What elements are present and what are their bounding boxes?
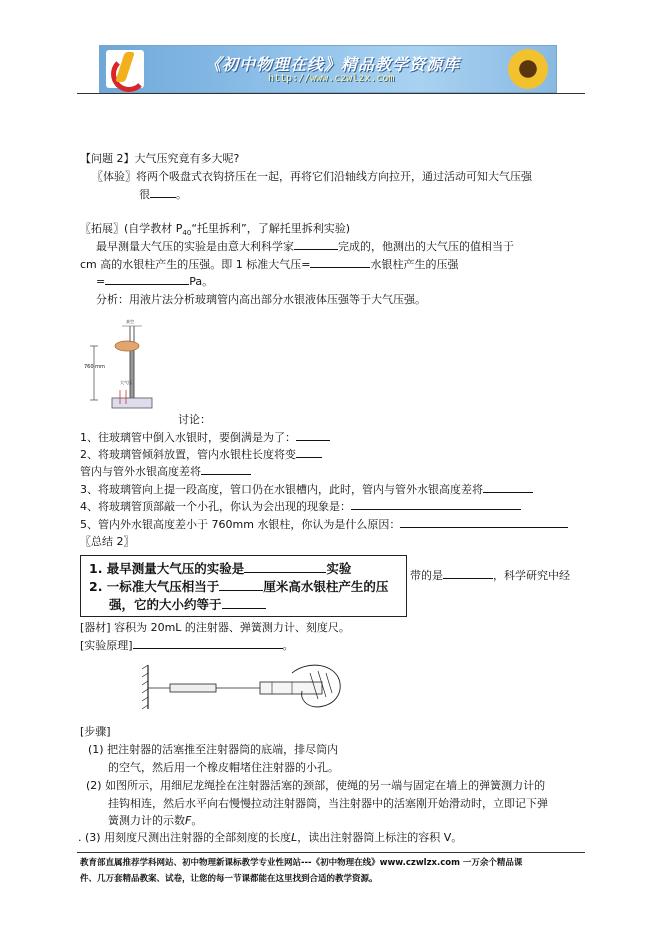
steps-title: [步骤]: [80, 725, 111, 738]
summary-line1: 1. 最早测量大气压的实验是 实验: [89, 561, 352, 576]
principle-line: [实验原理] 。: [80, 639, 294, 652]
experience-line1: 〖体验〗将两个吸盘式衣钩挤压在一起，再将它们沿轴线方向拉开，通过活动可知大气压强: [92, 170, 532, 183]
header-banner: [99, 45, 557, 93]
discussion-q3: 3、将玻璃管向上提一段高度，管口仍在水银槽内，此时，管内与管外水银高度差将: [80, 481, 533, 497]
torricelli-figure: [82, 318, 172, 413]
summary2-box: [80, 555, 407, 617]
analysis-text: 分析：用液片法分析玻璃管内高出部分水银液体压强等于大气压强。: [96, 293, 426, 306]
answer-blank: [150, 186, 176, 198]
discussion-title: 讨论：: [178, 413, 211, 426]
discussion-q5: 5、管内外水银高度差小于 760mm 水银柱，你认为是什么原因：: [80, 516, 568, 532]
step2-line3: 簧测力计的示数F。: [108, 814, 203, 827]
discussion-q2a: 2、将玻璃管倾斜放置，管内水银柱长度将变: [80, 446, 322, 462]
footer-line1: 教育部直属推荐学科网站、初中物理新课标教学专业性网站---《初中物理在线》www.czwlzx.com 一万余个精品课: [80, 858, 523, 868]
experience-line2: 很 。: [139, 188, 187, 201]
figure-label-mid: 大气压: [120, 380, 132, 385]
banner-title: 《初中物理在线》精品教学资源库: [205, 55, 461, 74]
answer-blank: [443, 567, 493, 579]
answer-blank: [296, 446, 322, 458]
answer-blank: [483, 481, 533, 493]
summary2-title: 〖总结 2〗: [80, 535, 135, 548]
banner-url[interactable]: http://www.czwlzx.com: [268, 73, 395, 84]
figure-label-top: 真空: [126, 319, 134, 324]
extension-title: 〖拓展〗(自学教材 $P_{40}“$托里拆利”，了解托里拆利实验): [80, 222, 351, 238]
footer-line2: 件、几万套精品教案、试卷，让您的每一节课都能在这里找到合适的教学资源。: [80, 874, 378, 884]
wave-logo-icon: [106, 50, 144, 88]
sunflower-icon: [508, 49, 548, 89]
step2-line1: (2) 如图所示，用细尼龙绳拴在注射器活塞的颈部，使绳的另一端与固定在墙上的弹簧测力计的: [86, 779, 546, 792]
answer-blank: [400, 516, 568, 528]
answer-blank: [244, 561, 326, 573]
figure-label-760: 760 mm: [84, 364, 105, 370]
answer-blank: [310, 256, 370, 268]
step1-line2: 的空气，然后用一个橡皮帽堵住注射器的小孔。: [108, 761, 339, 774]
discussion-q1: 1、往玻璃管中倒入水银时，要倒满是为了：: [80, 429, 330, 445]
footer-divider: [77, 852, 585, 853]
syringe-figure: [142, 655, 348, 713]
summary2-overflow: 带的是 ，科学研究中经: [410, 569, 570, 582]
extension-line1: 最早测量大气压的实验是由意大利科学家 完成的，他测出的大气压的值相当于: [96, 240, 514, 253]
extension-line3: = Pa。: [96, 275, 214, 288]
summary-line2: 2. 一标准大气压相当于 厘米高水银柱产生的压: [89, 579, 389, 594]
answer-blank: [222, 597, 266, 609]
answer-blank: [296, 429, 330, 441]
summary-line3: 强，它的大小约等于: [109, 595, 266, 613]
discussion-q2b: 管内与管外水银高度差将: [80, 463, 251, 479]
step1-line1: (1) 把注射器的活塞推至注射器筒的底端，排尽筒内: [88, 743, 339, 756]
answer-blank: [219, 579, 263, 591]
extension-line2: cm 高的水银柱产生的压强。即 1 标准大气压= 水银柱产生的压强: [80, 258, 459, 271]
question2-title: 【问题 2】大气压究竟有多大呢?: [80, 152, 240, 165]
equipment-line: [器材] 容积为 20mL 的注射器、弹簧测力计、刻度尺。: [80, 621, 350, 634]
header-divider: [77, 93, 585, 94]
step3-line: . (3) 用刻度尺测出注射器的全部刻度的长度L，读出注射器筒上标注的容积 V。: [78, 831, 463, 844]
answer-blank: [201, 463, 251, 475]
step2-line2: 挂钩相连，然后水平向右慢慢拉动注射器筒，当注射器中的活塞刚开始滑动时，立即记下弹: [108, 797, 548, 810]
answer-blank: [105, 273, 189, 285]
discussion-q4: 4、将玻璃管顶部敲一个小孔，你认为会出现的现象是：: [80, 498, 521, 514]
answer-blank: [133, 637, 283, 649]
answer-blank: [351, 498, 521, 510]
answer-blank: [294, 238, 338, 250]
